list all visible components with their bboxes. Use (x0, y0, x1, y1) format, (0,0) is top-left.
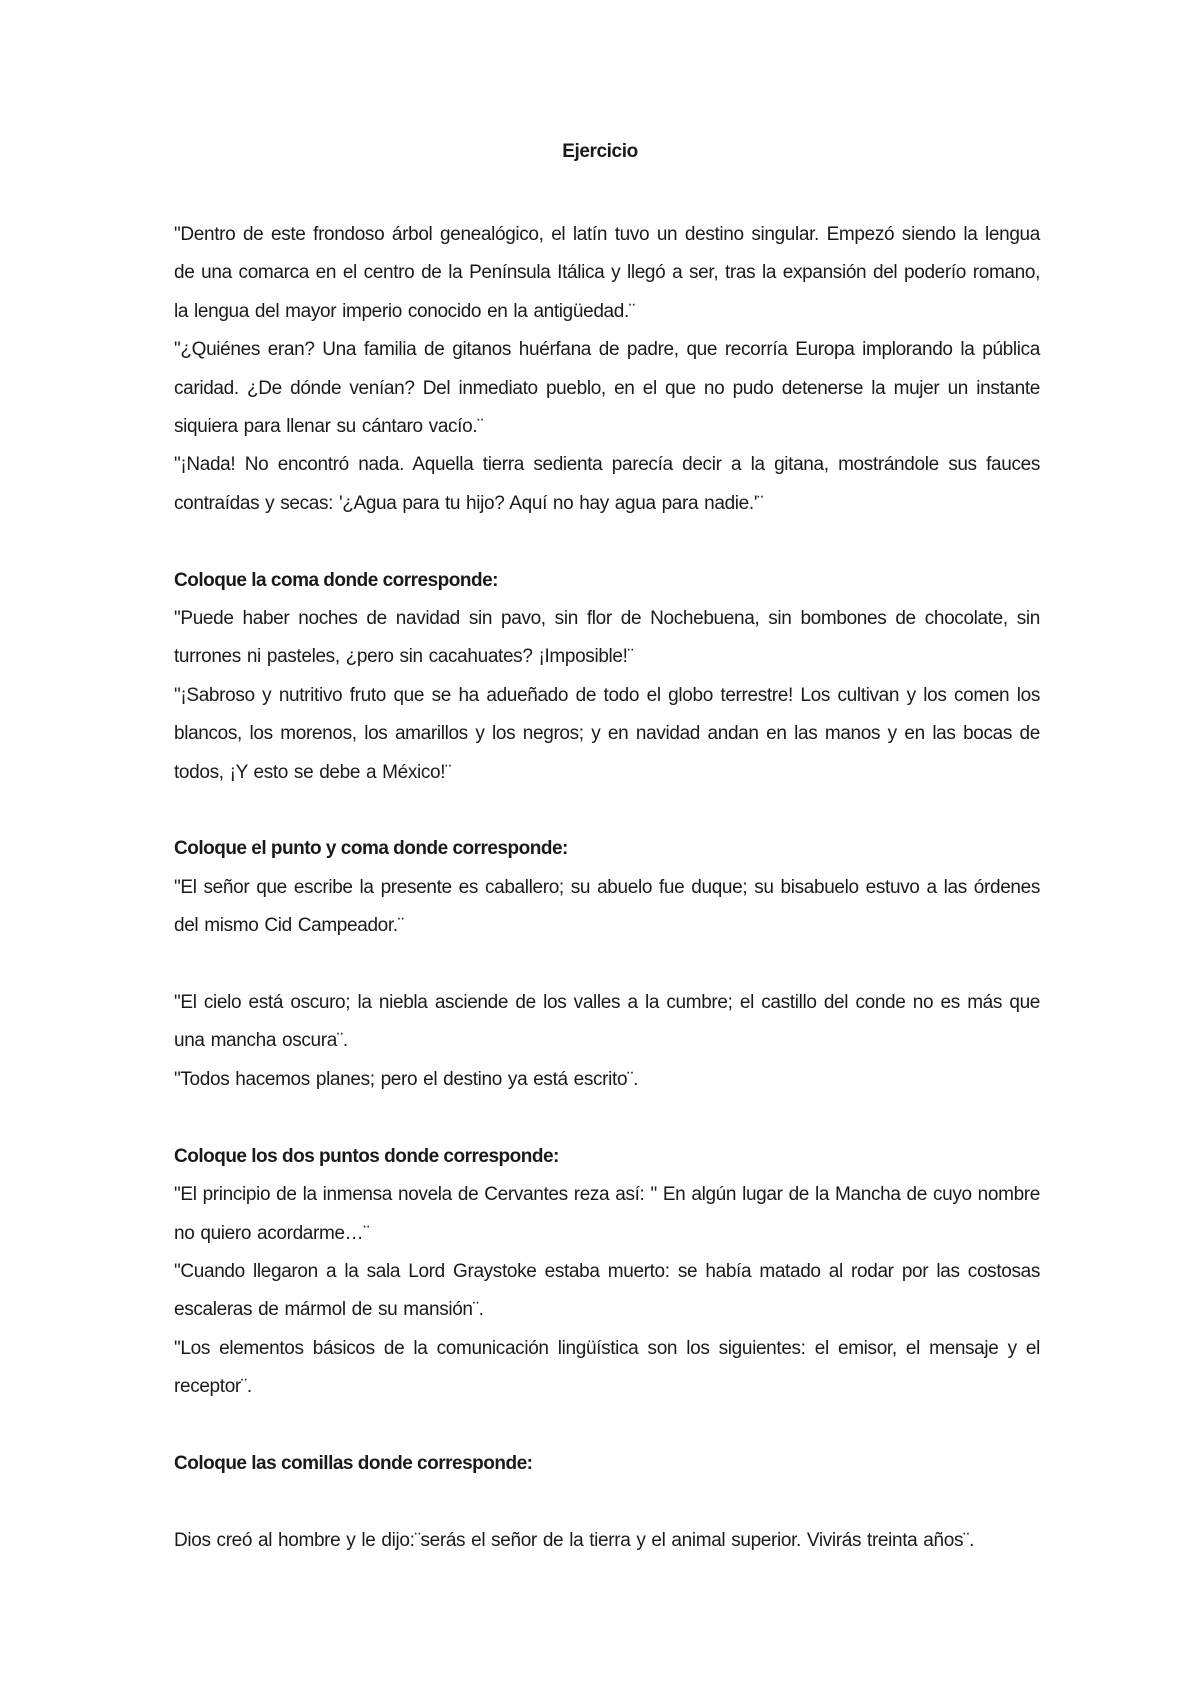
blank-line (174, 792, 1040, 830)
blank-line (174, 946, 1040, 984)
intro-paragraph: "¿Quiénes eran? Una familia de gitanos huérfana de padre, que recorría Europa implorando la pública caridad. ¿De dónde venían? Del inmediato pueblo, en el que no pudo detenerse la mujer un instante siquiera para llenar su cántaro vacío.¨ (174, 339, 1040, 438)
exercise-paragraph: Dios creó al hombre y le dijo:¨serás el señor de la tierra y el animal superior. Vivirás treinta años¨. (174, 1529, 975, 1551)
exercise-paragraph: "El señor que escribe la presente es caballero; su abuelo fue duque; su bisabuelo estuvo a las órdenes del mismo Cid Campeador.¨ (174, 876, 1040, 937)
blank-line (174, 1407, 1040, 1445)
section-heading-dos-puntos: Coloque los dos puntos donde corresponde: (174, 1145, 559, 1167)
document-body (174, 216, 1040, 1560)
blank-line (174, 523, 1040, 561)
exercise-paragraph: "El principio de la inmensa novela de Cervantes reza así: " En algún lugar de la Mancha de cuyo nombre no quiero acordarme…¨ (174, 1184, 1040, 1244)
exercise-paragraph: "Los elementos básicos de la comunicación lingüística son los siguientes: el emisor, el mensaje y el receptor¨. (174, 1337, 1040, 1398)
exercise-paragraph: "Todos hacemos planes; pero el destino ya está escrito¨. (174, 1068, 639, 1090)
section-heading-comillas: Coloque las comillas donde corresponde: (174, 1452, 533, 1474)
exercise-paragraph: "¡Sabroso y nutritivo fruto que se ha adueñado de todo el globo terrestre! Los cultivan y los comen los blancos, los morenos, los amarillos y los negros; y en navidad andan en las manos y en las bocas de todos, ¡Y esto se debe a México!¨ (174, 684, 1040, 783)
blank-line (174, 1483, 1040, 1521)
page-title: Ejercicio (562, 141, 638, 162)
exercise-paragraph: "Cuando llegaron a la sala Lord Graystoke estaba muerto: se había matado al rodar por las costosas escaleras de mármol de su mansión¨. (174, 1260, 1040, 1321)
intro-paragraph: "Dentro de este frondoso árbol genealógico, el latín tuvo un destino singular. Empezó siendo la lengua de una comarca en el centro de la Península Itálica y llegó a ser, tras la expansión del poderío romano, la lengua del mayor imperio conocido en la antigüedad.¨ (174, 224, 1040, 322)
section-heading-coma: Coloque la coma donde corresponde: (174, 569, 498, 591)
section-heading-punto-coma: Coloque el punto y coma donde corresponde: (174, 838, 568, 860)
exercise-paragraph: "Puede haber noches de navidad sin pavo, sin flor de Nochebuena, sin bombones de chocolate, sin turrones ni pasteles, ¿pero sin cacahuates? ¡Imposible!¨ (174, 608, 1040, 668)
exercise-paragraph: "El cielo está oscuro; la niebla asciende de los valles a la cumbre; el castillo del conde no es más que una mancha oscura¨. (174, 992, 1040, 1052)
intro-paragraph: "¡Nada! No encontró nada. Aquella tierra sedienta parecía decir a la gitana, mostrándole sus fauces contraídas y secas: '¿Agua para tu hijo? Aquí no hay agua para nadie.'¨ (174, 454, 1040, 514)
blank-line (174, 1099, 1040, 1137)
